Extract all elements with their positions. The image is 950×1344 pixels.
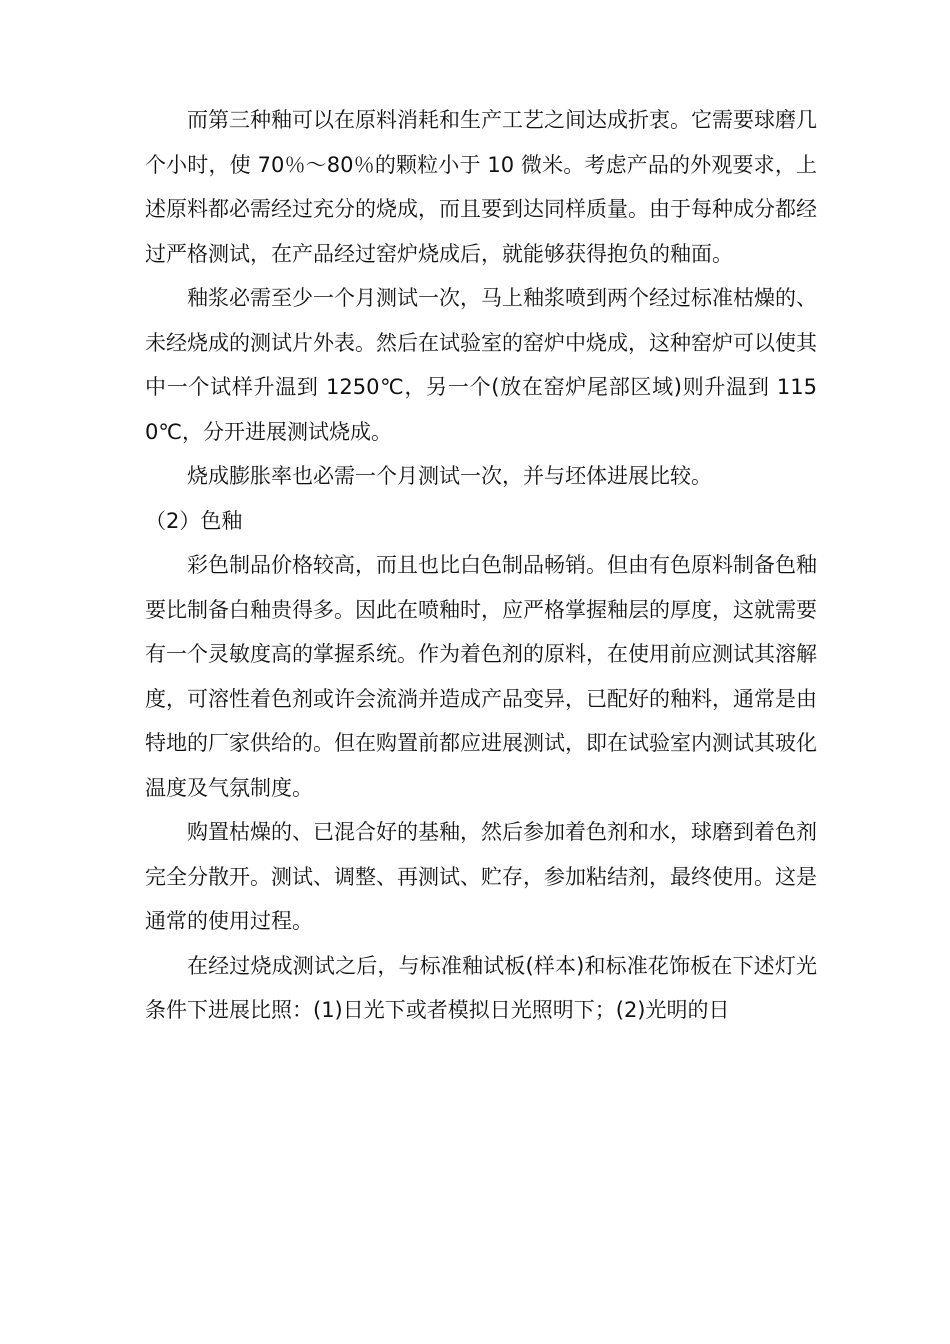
paragraph-colored-products: 彩色制品价格较高，而且也比白色制品畅销。但由有色原料制备色釉要比制备白釉贵得多。因此在喷釉时，应严格掌握釉层的厚度，这就需要有一个灵敏度高的掌握系统。作为着色剂的原料，在使用前应测试其溶解度，可溶性着色剂或许会流淌并造成产品变异，已配好的釉料，通常是由特地的厂家供给的。但在购置前都应进展测试，即在试验室内测试其玻化温度及气氛制度。 (145, 553, 817, 800)
paragraph-expansion-testing: 烧成膨胀率也必需一个月测试一次，并与坯体进展比较。 (187, 464, 712, 488)
paragraph-base-glaze-process: 购置枯燥的、已混合好的基釉，然后参加着色剂和水，球磨到着色剂完全分散开。测试、调整、再测试、贮存，参加粘结剂，最终使用。这是通常的使用过程。 (145, 820, 817, 933)
paragraph-lighting-comparison: 在经过烧成测试之后，与标准釉试板(样本)和标准花饰板在下述灯光条件下进展比照：(1)日光下或者模拟日光照明下；(2)光明的日 (145, 953, 817, 1022)
document-body (145, 98, 817, 1033)
section-heading: （2）色釉 (145, 508, 243, 533)
paragraph-slurry-testing: 釉浆必需至少一个月测试一次，马上釉浆喷到两个经过标准枯燥的、未经烧成的测试片外表。然后在试验室的窑炉中烧成，这种窑炉可以使其中一个试样升温到 1250℃，另一个(放在窑炉尾部区域)则升温到 1150℃，分开进展测试烧成。 (145, 286, 817, 444)
paragraph-glaze-third-type: 而第三种釉可以在原料消耗和生产工艺之间达成折衷。它需要球磨几个小时，使 70％～80％的颗粒小于 10 微米。考虑产品的外观要求，上述原料都必需经过充分的烧成，而且要到达同样质量。由于每种成分都经过严格测试，在产品经过窑炉烧成后，就能够获得抱负的釉面。 (145, 108, 817, 266)
